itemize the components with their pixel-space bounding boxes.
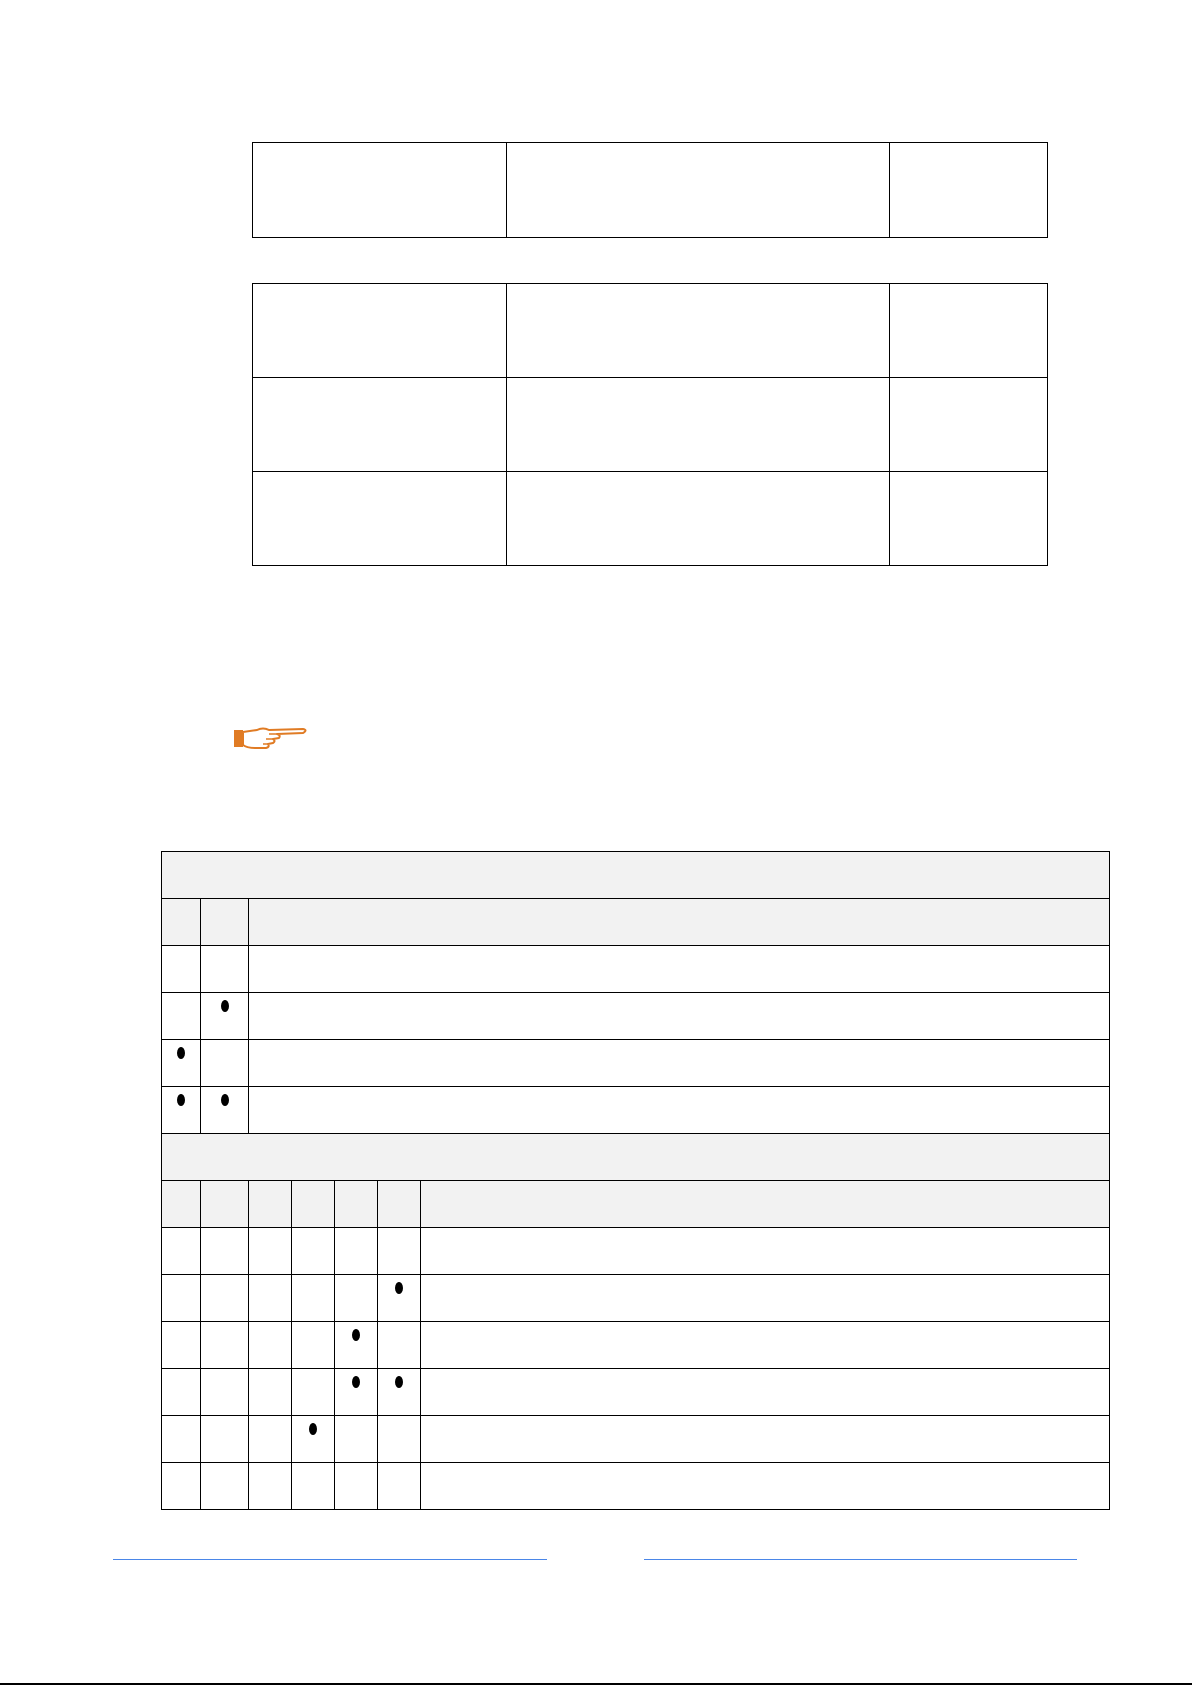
bit-dot [309, 1423, 317, 1435]
bit-cell [201, 1040, 249, 1087]
bit-cell [378, 1228, 421, 1275]
table-row [162, 993, 1110, 1040]
table-cell [253, 284, 507, 378]
group-header-row [162, 852, 1110, 899]
bit-cell [201, 1416, 249, 1463]
middle-table [252, 283, 1048, 566]
bit-dot [221, 1094, 229, 1106]
bit-cell [335, 1416, 378, 1463]
bit-cell [162, 1322, 201, 1369]
bit-cell [378, 1369, 421, 1416]
group-header-row [162, 1134, 1110, 1181]
bit-cell [201, 993, 249, 1040]
bit-cell [201, 1322, 249, 1369]
description-cell [249, 1087, 1110, 1134]
bit-cell [292, 1369, 335, 1416]
description-cell [421, 1463, 1110, 1510]
bit-cell [249, 1369, 292, 1416]
bit-cell [201, 1228, 249, 1275]
column-header-row [162, 1181, 1110, 1228]
group-header-cell [162, 1134, 1110, 1181]
table-row [162, 1040, 1110, 1087]
bit-dot [352, 1329, 360, 1341]
bit-cell [292, 1275, 335, 1322]
top-table [252, 142, 1048, 238]
table-cell [253, 378, 507, 472]
bit-cell [162, 1228, 201, 1275]
group-header-cell [162, 852, 1110, 899]
description-cell [421, 1275, 1110, 1322]
table-row [162, 1322, 1110, 1369]
table-cell [890, 378, 1048, 472]
bit-cell [162, 1275, 201, 1322]
description-header-cell [421, 1181, 1110, 1228]
table-row [253, 378, 1048, 472]
table-row [162, 1416, 1110, 1463]
bit-dot [221, 1000, 229, 1012]
bit-cell [335, 1322, 378, 1369]
bit-cell [335, 1275, 378, 1322]
bit-matrix-table [161, 851, 1110, 1510]
bit-cell [335, 1369, 378, 1416]
description-header-cell [249, 899, 1110, 946]
table-row [162, 946, 1110, 993]
bit-cell [162, 946, 201, 993]
bit-cell [249, 1275, 292, 1322]
bit-header-cell [292, 1181, 335, 1228]
table-cell [507, 284, 890, 378]
bit-dot [177, 1094, 185, 1106]
bit-cell [249, 1228, 292, 1275]
bit-cell [378, 1416, 421, 1463]
bit-cell [292, 1416, 335, 1463]
bit-cell [378, 1322, 421, 1369]
table-row [162, 1369, 1110, 1416]
column-header-row [162, 899, 1110, 946]
bit-cell [162, 1040, 201, 1087]
footer-link-left[interactable] [113, 1559, 547, 1560]
table-row [253, 143, 1048, 238]
bit-cell [292, 1463, 335, 1510]
table-cell [253, 143, 507, 238]
bit-header-cell [378, 1181, 421, 1228]
table-cell [890, 143, 1048, 238]
footer-link-right[interactable] [644, 1559, 1077, 1560]
bit-dot [395, 1282, 403, 1294]
bit-cell [201, 1087, 249, 1134]
bit-cell [201, 1463, 249, 1510]
bit-cell [162, 1369, 201, 1416]
bit-cell [292, 1322, 335, 1369]
bit-dot [395, 1376, 403, 1388]
bit-cell [378, 1275, 421, 1322]
bit-cell [162, 1087, 201, 1134]
bit-cell [335, 1463, 378, 1510]
description-cell [421, 1369, 1110, 1416]
table-row [253, 284, 1048, 378]
table-cell [507, 143, 890, 238]
pointing-hand-icon [233, 724, 309, 750]
bit-cell [378, 1463, 421, 1510]
description-cell [421, 1416, 1110, 1463]
table-cell [507, 472, 890, 566]
bit-dot [177, 1047, 185, 1059]
bit-cell [162, 1416, 201, 1463]
bit-cell [201, 1275, 249, 1322]
bit-cell [249, 1416, 292, 1463]
bit-header-cell [201, 899, 249, 946]
bit-cell [249, 1322, 292, 1369]
bit-header-cell [162, 1181, 201, 1228]
description-cell [249, 993, 1110, 1040]
table-row [162, 1275, 1110, 1322]
table-row [162, 1463, 1110, 1510]
bit-cell [201, 946, 249, 993]
bit-cell [201, 1369, 249, 1416]
table-cell [890, 472, 1048, 566]
bit-cell [162, 993, 201, 1040]
table-row [253, 472, 1048, 566]
bit-dot [352, 1376, 360, 1388]
bit-header-cell [335, 1181, 378, 1228]
bit-header-cell [162, 899, 201, 946]
description-cell [421, 1322, 1110, 1369]
bit-cell [249, 1463, 292, 1510]
description-cell [421, 1228, 1110, 1275]
bit-cell [335, 1228, 378, 1275]
bit-header-cell [249, 1181, 292, 1228]
description-cell [249, 1040, 1110, 1087]
table-cell [507, 378, 890, 472]
table-cell [890, 284, 1048, 378]
table-row [162, 1087, 1110, 1134]
table-cell [253, 472, 507, 566]
bit-cell [292, 1228, 335, 1275]
description-cell [249, 946, 1110, 993]
bit-header-cell [201, 1181, 249, 1228]
bit-cell [162, 1463, 201, 1510]
table-row [162, 1228, 1110, 1275]
